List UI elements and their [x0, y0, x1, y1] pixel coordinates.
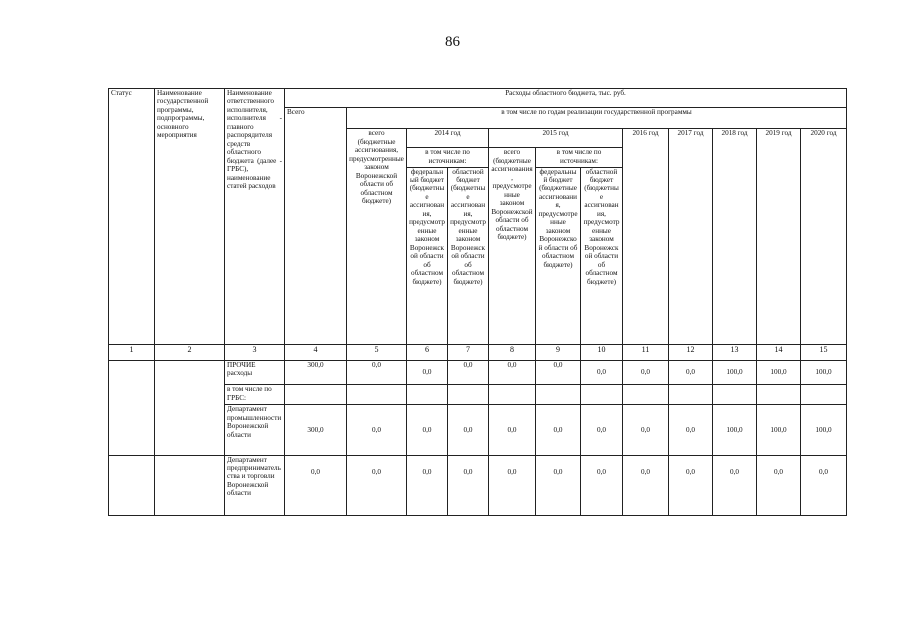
value-cell: 0,0 [623, 455, 669, 516]
value-cell: 0,0 [489, 455, 536, 516]
budget-table [108, 88, 847, 516]
header-by-sources-2015: в том числе по источникам: [536, 148, 623, 167]
value-cell: 0,0 [669, 360, 713, 384]
header-year-2014: 2014 год [407, 129, 489, 148]
value-cell [285, 385, 347, 405]
value-cell: 0,0 [713, 455, 757, 516]
value-cell [623, 385, 669, 405]
value-cell [669, 385, 713, 405]
page-number: 86 [445, 34, 460, 50]
value-cell: 0,0 [347, 360, 407, 384]
header-year-2017: 2017 год [669, 129, 713, 344]
value-cell [536, 385, 581, 405]
value-cell [489, 385, 536, 405]
header-total-2014: всего (бюджетные ассигнования, предусмотренные законом Воронежской области об областном бюджете) [347, 129, 407, 344]
value-cell: 100,0 [757, 360, 801, 384]
column-number: 7 [448, 344, 489, 360]
header-year-2018: 2018 год [713, 129, 757, 344]
table-row [109, 360, 847, 384]
header-by-years: в том числе по годам реализации государственной программы [347, 108, 847, 129]
value-cell [448, 385, 489, 405]
value-cell: 0,0 [623, 360, 669, 384]
value-cell: 0,0 [581, 405, 623, 455]
value-cell: 0,0 [407, 360, 448, 384]
value-cell [347, 385, 407, 405]
value-cell [713, 385, 757, 405]
value-cell [581, 385, 623, 405]
column-number: 3 [225, 344, 285, 360]
column-number: 10 [581, 344, 623, 360]
value-cell: 0,0 [669, 455, 713, 516]
value-cell: 0,0 [536, 455, 581, 516]
value-cell: 0,0 [536, 405, 581, 455]
header-responsible: Наименование ответственного исполнителя, исполнителя - главного распорядителя средств областного бюджета (далее - ГРБС), наименование статей расходов [225, 89, 285, 345]
column-number: 6 [407, 344, 448, 360]
row-label: в том числе по ГРБС: [225, 385, 285, 405]
status-cell [109, 360, 155, 455]
value-cell: 100,0 [713, 405, 757, 455]
row-label: ПРОЧИЕ расходы [225, 360, 285, 384]
row-label: Департамент промышленности Воронежской области [225, 405, 285, 455]
value-cell: 0,0 [581, 455, 623, 516]
status-cell [109, 455, 155, 516]
value-cell: 0,0 [757, 455, 801, 516]
column-number: 4 [285, 344, 347, 360]
program-name-cell [155, 360, 225, 455]
value-cell: 0,0 [536, 360, 581, 384]
header-by-sources-2014: в том числе по источникам: [407, 148, 489, 167]
table-row [109, 455, 847, 516]
header-year-2020: 2020 год [801, 129, 847, 344]
header-regional-2014: областной бюджет (бюджетные ассигнования, предусмотренные законом Воронежской области об областном бюджете) [448, 167, 489, 344]
value-cell: 0,0 [448, 405, 489, 455]
column-number: 1 [109, 344, 155, 360]
column-number: 14 [757, 344, 801, 360]
column-number: 11 [623, 344, 669, 360]
header-program-name: Наименование государственной программы, подпрограммы, основного мероприятия [155, 89, 225, 345]
value-cell: 0,0 [407, 405, 448, 455]
header-year-2016: 2016 год [623, 129, 669, 344]
value-cell: 100,0 [801, 405, 847, 455]
column-number: 5 [347, 344, 407, 360]
value-cell: 0,0 [801, 455, 847, 516]
column-number: 2 [155, 344, 225, 360]
value-cell: 300,0 [285, 405, 347, 455]
column-number: 12 [669, 344, 713, 360]
header-year-2015: 2015 год [489, 129, 623, 148]
value-cell: 100,0 [757, 405, 801, 455]
value-cell: 0,0 [623, 405, 669, 455]
value-cell: 0,0 [347, 405, 407, 455]
value-cell: 300,0 [285, 360, 347, 384]
value-cell: 100,0 [801, 360, 847, 384]
header-total: Всего [285, 108, 347, 345]
value-cell [801, 385, 847, 405]
value-cell [407, 385, 448, 405]
row-label: Департамент предпринимательства и торговли Воронежской области [225, 455, 285, 516]
value-cell: 0,0 [669, 405, 713, 455]
header-regional-2015: областной бюджет (бюджетные ассигнования, предусмотренные законом Воронежской области об областном бюджете) [581, 167, 623, 344]
header-status: Статус [109, 89, 155, 345]
value-cell: 100,0 [713, 360, 757, 384]
program-name-cell [155, 455, 225, 516]
value-cell [757, 385, 801, 405]
column-number: 9 [536, 344, 581, 360]
value-cell: 0,0 [489, 360, 536, 384]
value-cell: 0,0 [285, 455, 347, 516]
value-cell: 0,0 [448, 360, 489, 384]
header-expenses: Расходы областного бюджета, тыс. руб. [285, 89, 847, 108]
header-federal-2014: федеральный бюджет (бюджетные ассигнования, предусмотренные законом Воронежской области об областном бюджете) [407, 167, 448, 344]
header-total-2015: всего (бюджетные ассигнования, предусмотренные законом Воронежской области об областном бюджете) [489, 148, 536, 344]
value-cell: 0,0 [489, 405, 536, 455]
column-number: 15 [801, 344, 847, 360]
column-number: 8 [489, 344, 536, 360]
column-number: 13 [713, 344, 757, 360]
value-cell: 0,0 [407, 455, 448, 516]
header-federal-2015: федеральный бюджет (бюджетные ассигнования, предусмотренные законом Воронежской области об областном бюджете) [536, 167, 581, 344]
column-numbers-row [109, 344, 847, 360]
header-year-2019: 2019 год [757, 129, 801, 344]
value-cell: 0,0 [347, 455, 407, 516]
value-cell: 0,0 [581, 360, 623, 384]
value-cell: 0,0 [448, 455, 489, 516]
